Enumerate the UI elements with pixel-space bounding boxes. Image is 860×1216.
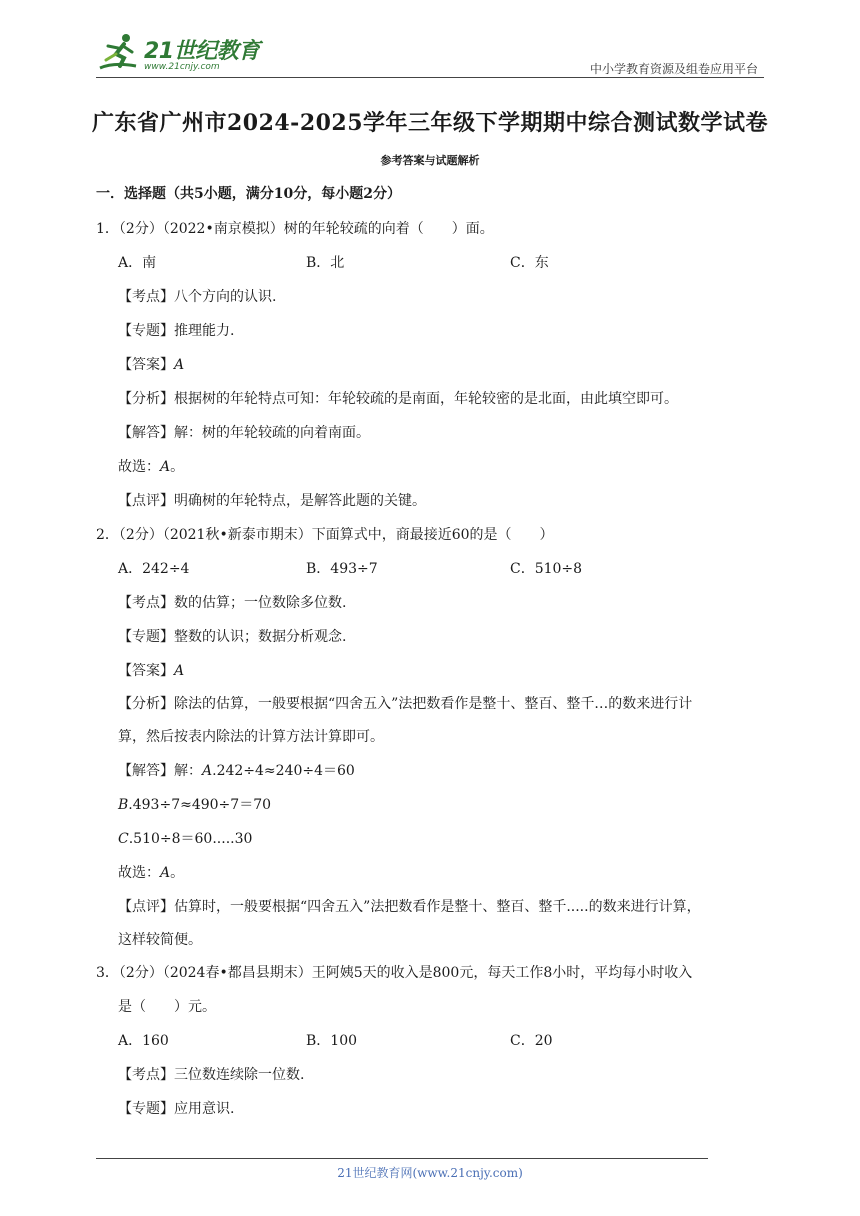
q1-guxuan-value: A: [160, 459, 171, 475]
q3-zhuanti: 【专题】应用意识.: [118, 1101, 235, 1117]
footer-divider: [96, 1158, 708, 1159]
q1-option-a: A．南: [118, 255, 157, 271]
q3-stem-line1: 3．（2分）（2024春•都昌县期末）王阿姨5天的收入是800元，每天工作8小时，平均每小时收入: [96, 965, 693, 981]
q2-dianping-line2: 这样较简便。: [118, 932, 202, 948]
q3-option-a: A．160: [118, 1033, 169, 1049]
q1-answer-value: A: [174, 357, 185, 373]
q2-dianping-line1: 【点评】估算时，一般要根据“四舍五入”法把数看作是整十、整百、整千.....的数来进行计算，: [118, 899, 701, 915]
q1-dianping: 【点评】明确树的年轮特点，是解答此题的关键。: [118, 493, 426, 509]
q2-answer-value: A: [174, 663, 185, 679]
page-header: [96, 30, 764, 80]
q3-stem-line2: 是（ ）元。: [118, 999, 216, 1015]
q2-fenxi-line1: 【分析】除法的估算，一般要根据“四舍五入”法把数看作是整十、整百、整千…的数来进行计: [118, 696, 693, 712]
q2-answer: [118, 661, 184, 681]
q1-jieda: 【解答】解：树的年轮较疏的向着南面。: [118, 425, 370, 441]
q1-answer: [118, 355, 184, 375]
runner-logo-icon: [96, 32, 142, 76]
q1-guxuan-prefix: 故选：: [118, 459, 160, 475]
q2-jieda-c-expr: .510÷8＝60.....30: [128, 831, 253, 847]
logo-text: 21世纪教育: [144, 39, 260, 64]
footer-link[interactable]: 21世纪教育网(www.21cnjy.com): [337, 1166, 523, 1180]
q2-guxuan-prefix: 故选：: [118, 865, 160, 881]
q1-option-c: C．东: [510, 255, 549, 271]
q2-answer-label: 【答案】: [118, 663, 174, 679]
platform-label: 中小学教育资源及组卷应用平台: [589, 62, 758, 76]
q2-option-a: A．242÷4: [118, 561, 190, 577]
q1-fenxi: 【分析】根据树的年轮特点可知：年轮较疏的是南面，年轮较密的是北面，由此填空即可。: [118, 391, 678, 407]
q1-guxuan-suffix: 。: [170, 459, 185, 475]
q2-jieda-prefix: 【解答】解：: [118, 763, 202, 779]
section-heading: 一．选择题（共5小题，满分10分，每小题2分）: [96, 186, 401, 202]
q1-option-b: B．北: [306, 255, 345, 271]
logo-url: www.21cnjy.com: [144, 62, 220, 72]
q2-guxuan-suffix: 。: [170, 865, 185, 881]
q2-option-c: C．510÷8: [510, 561, 583, 577]
q2-jieda-b-letter: B: [118, 797, 129, 813]
site-logo: [96, 30, 266, 78]
q3-option-b: B．100: [306, 1033, 358, 1049]
q1-answer-label: 【答案】: [118, 357, 174, 373]
q2-zhuanti: 【专题】整数的认识；数据分析观念.: [118, 629, 347, 645]
q2-jieda-a-letter: A: [202, 763, 213, 779]
q2-jieda-c-letter: C: [118, 831, 129, 847]
header-divider: [96, 77, 764, 78]
q2-jieda-c: [118, 829, 252, 849]
q1-stem: 1．（2分）（2022•南京模拟）树的年轮较疏的向着（ ）面。: [96, 221, 494, 237]
q3-option-c: C．20: [510, 1033, 553, 1049]
q2-option-b: B．493÷7: [306, 561, 378, 577]
q2-stem: 2．（2分）（2021秋•新泰市期末）下面算式中，商最接近60的是（ ）: [96, 527, 554, 543]
q1-kaodian: 【考点】八个方向的认识.: [118, 289, 277, 305]
q2-jieda-b-expr: .493÷7≈490÷7＝70: [128, 797, 272, 813]
q2-jieda-a-expr: .242÷4≈240÷4＝60: [212, 763, 355, 779]
q2-jieda-a: [118, 761, 355, 781]
page-title: 广东省广州市2024-2025学年三年级下学期期中综合测试数学试卷: [91, 110, 769, 136]
q2-guxuan-value: A: [160, 865, 171, 881]
q2-fenxi-line2: 算，然后按表内除法的计算方法计算即可。: [118, 729, 384, 745]
q2-jieda-b: [118, 795, 271, 815]
q1-zhuanti: 【专题】推理能力.: [118, 323, 235, 339]
q3-kaodian: 【考点】三位数连续除一位数.: [118, 1067, 305, 1083]
q2-kaodian: 【考点】数的估算；一位数除多位数.: [118, 595, 347, 611]
q2-guxuan: [118, 863, 184, 883]
page-subtitle: 参考答案与试题解析: [380, 154, 480, 167]
q1-guxuan: [118, 457, 184, 477]
